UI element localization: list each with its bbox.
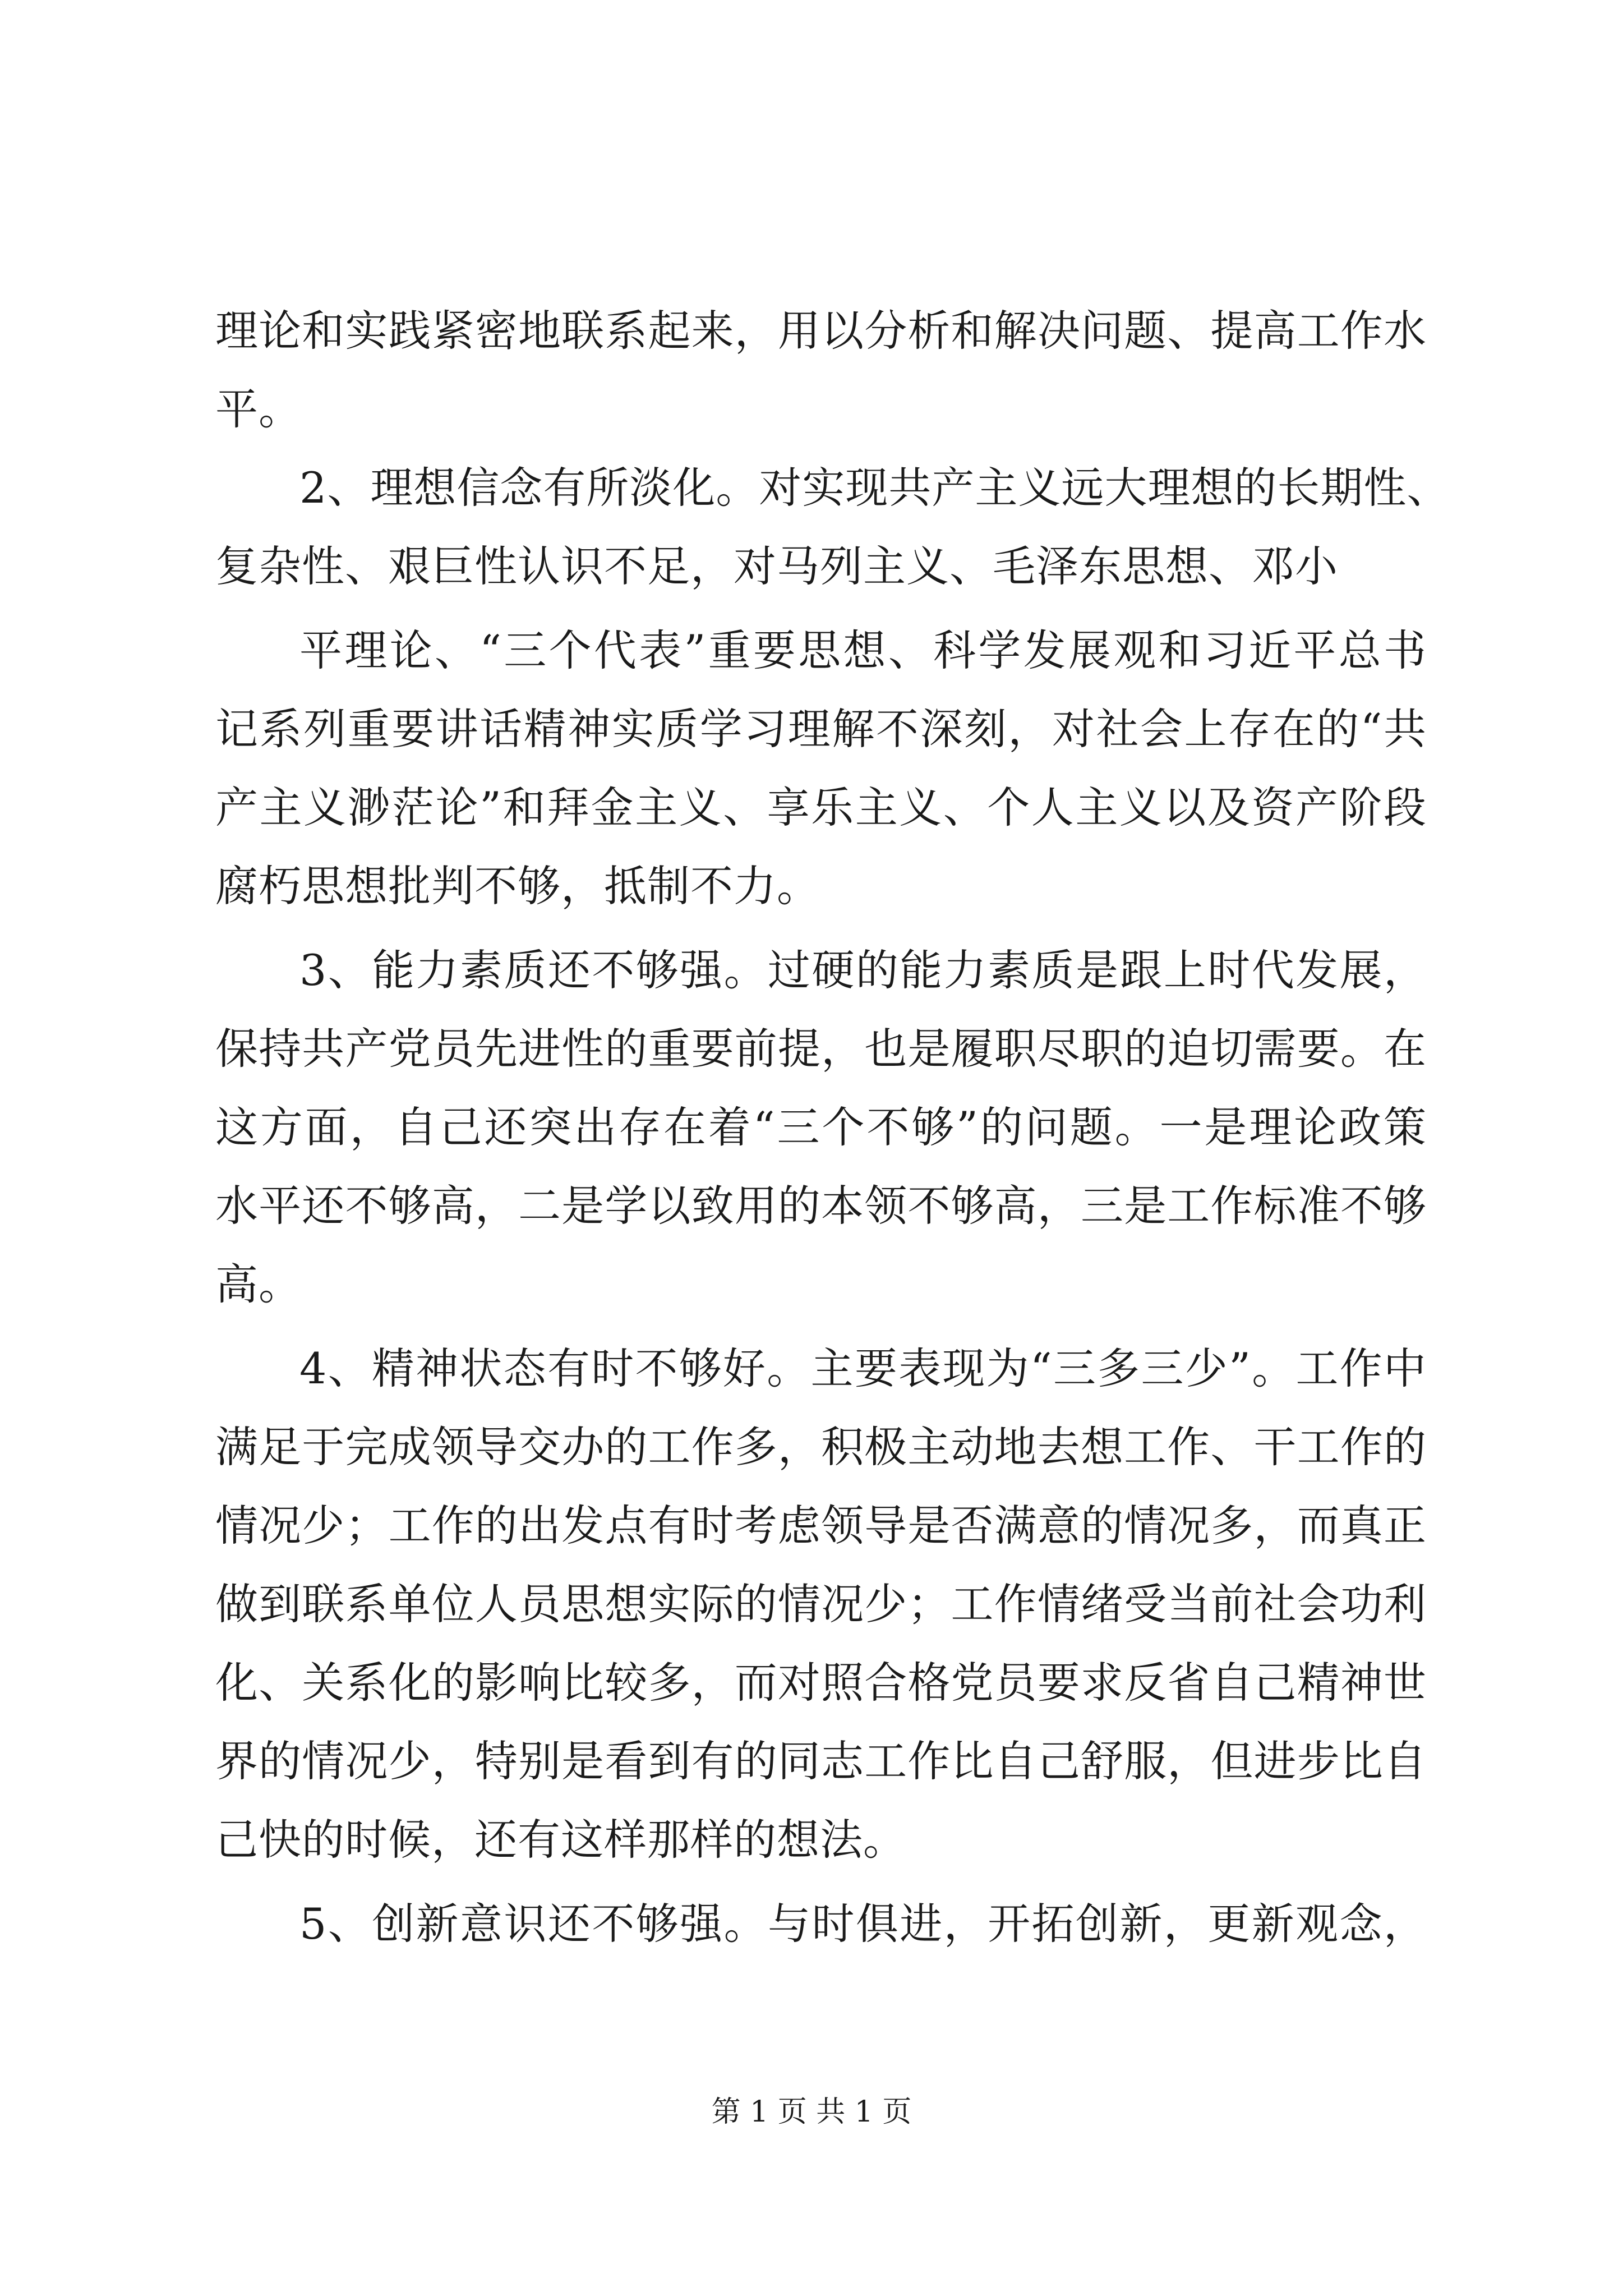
text-line: 界的情况少，特别是看到有的同志工作比自己舒服，但进步比自 bbox=[215, 1736, 1427, 1786]
text-line: 己快的时候，还有这样那样的想法。 bbox=[215, 1815, 906, 1865]
text-line: 产主义渺茫论”和拜金主义、享乐主义、个人主义以及资产阶段 bbox=[215, 783, 1427, 832]
text-line: 理论和实践紧密地联系起来，用以分析和解决问题、提高工作水 bbox=[215, 306, 1427, 356]
text-line: 满足于完成领导交办的工作多，积极主动地去想工作、干工作的 bbox=[215, 1422, 1427, 1472]
text-line: 平。 bbox=[215, 384, 302, 434]
text-line: 记系列重要讲话精神实质学习理解不深刻，对社会上存在的“共 bbox=[215, 704, 1427, 754]
paragraph-5-first-line: 5、创新意识还不够强。与时俱进，开拓创新，更新观念， bbox=[299, 1899, 1427, 1949]
text-line: 高。 bbox=[215, 1259, 302, 1309]
text-line: 这方面，自己还突出存在着“三个不够”的问题。一是理论政策 bbox=[215, 1102, 1427, 1152]
text-line: 情况少；工作的出发点有时考虑领导是否满意的情况多，而真正 bbox=[215, 1501, 1427, 1550]
page-footer: 第 1 页 共 1 页 bbox=[711, 2095, 912, 2129]
text-line: 做到联系单位人员思想实际的情况少；工作情绪受当前社会功利 bbox=[215, 1579, 1427, 1629]
paragraph-3-first-line: 3、能力素质还不够强。过硬的能力素质是跟上时代发展， bbox=[299, 945, 1427, 995]
text-line: 复杂性、艰巨性认识不足，对马列主义、毛泽东思想、邓小 bbox=[215, 541, 1338, 591]
text-line: 腐朽思想批判不够，抵制不力。 bbox=[215, 861, 820, 911]
text-line: 平理论、“三个代表”重要思想、科学发展观和习近平总书 bbox=[299, 625, 1427, 675]
text-line: 化、关系化的影响比较多，而对照合格党员要求反省自己精神世 bbox=[215, 1658, 1427, 1708]
paragraph-4-first-line: 4、精神状态有时不够好。主要表现为“三多三少”。工作中 bbox=[299, 1343, 1427, 1393]
text-line: 水平还不够高，二是学以致用的本领不够高，三是工作标准不够 bbox=[215, 1181, 1427, 1231]
paragraph-2-first-line: 2、理想信念有所淡化。对实现共产主义远大理想的长期性、 bbox=[299, 463, 1450, 513]
text-line: 保持共产党员先进性的重要前提，也是履职尽职的迫切需要。在 bbox=[215, 1024, 1427, 1074]
